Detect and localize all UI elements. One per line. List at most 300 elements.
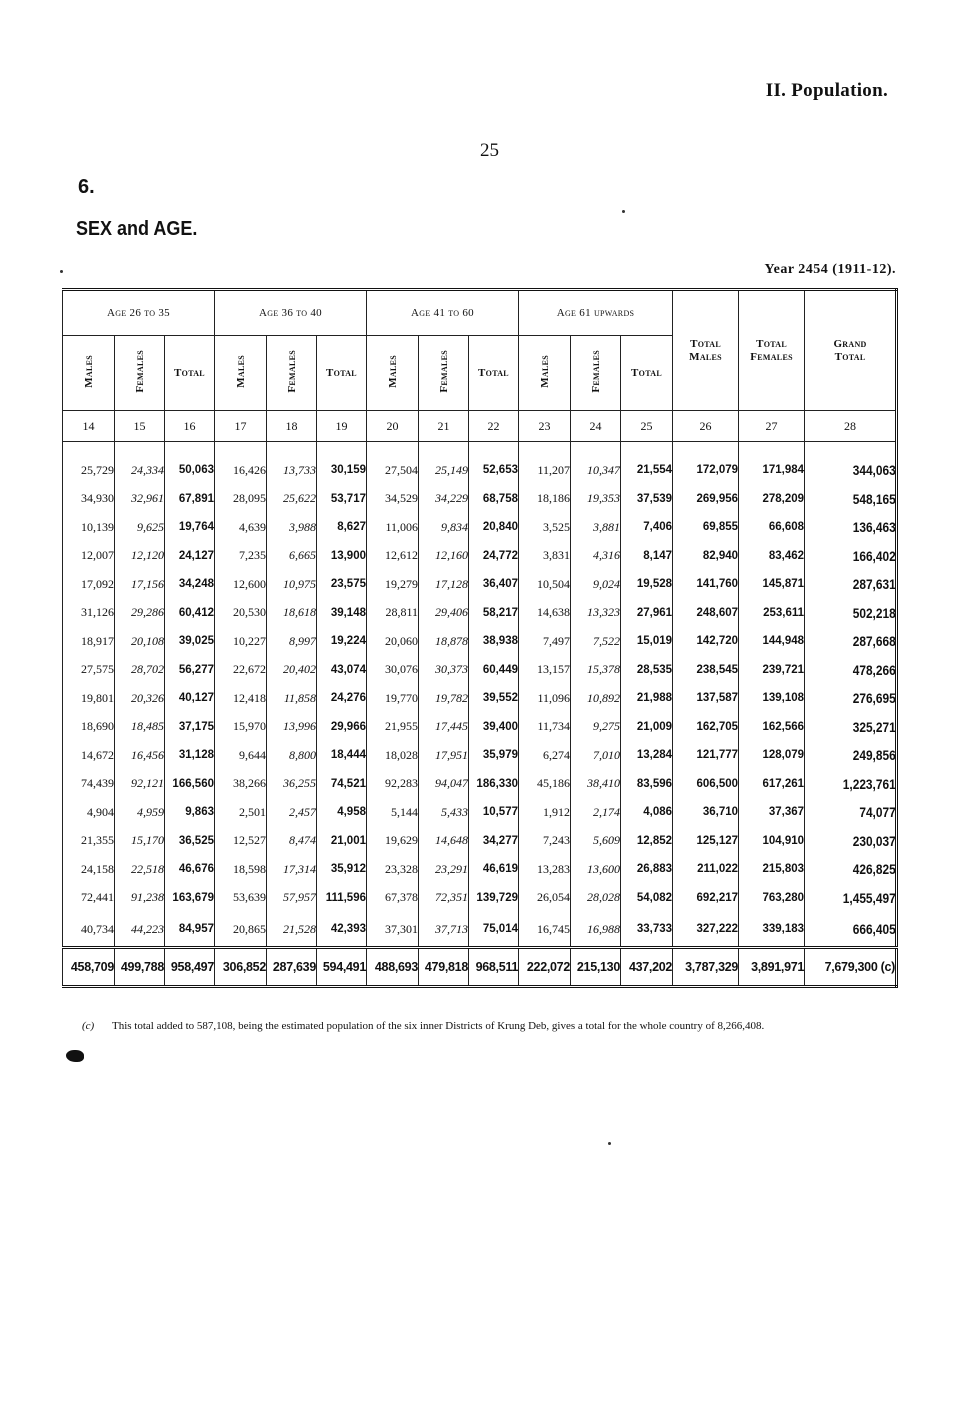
table-cell: 67,891 [165, 485, 215, 514]
table-cell: 21,988 [621, 684, 673, 713]
table-cell: 66,608 [739, 513, 805, 542]
spacer-cell [63, 442, 115, 457]
table-cell: 502,218 [818, 599, 896, 628]
table-cell: 9,644 [215, 741, 267, 770]
spacer-cell [165, 442, 215, 457]
table-row [63, 627, 897, 656]
table-cell: 4,316 [571, 542, 621, 571]
total-cell: 306,852 [215, 948, 267, 987]
group-header: Age 26 to 35 [63, 290, 215, 336]
table-cell: 18,878 [419, 627, 469, 656]
table-cell: 42,393 [317, 912, 367, 948]
table-cell: 45,186 [519, 770, 571, 799]
spacer-cell [419, 442, 469, 457]
table-row [63, 827, 897, 856]
table-row [63, 855, 897, 884]
total-cell: 222,072 [519, 948, 571, 987]
table-cell: 31,128 [165, 741, 215, 770]
table-cell: 3,881 [571, 513, 621, 542]
table-cell: 3,831 [519, 542, 571, 571]
table-cell: 15,170 [115, 827, 165, 856]
table-cell: 9,024 [571, 570, 621, 599]
footnote-mark: (c) [82, 1020, 95, 1032]
table-cell: 21,009 [621, 713, 673, 742]
table-cell: 20,840 [469, 513, 519, 542]
sex-and-age-table [62, 288, 898, 988]
table-cell: 38,938 [469, 627, 519, 656]
table-cell: 287,668 [818, 627, 896, 656]
table-cell: 2,174 [571, 798, 621, 827]
table-cell: 9,834 [419, 513, 469, 542]
table-cell: 125,127 [673, 827, 739, 856]
grand-total-label: Grand Total [833, 337, 867, 363]
table-cell: 14,638 [519, 599, 571, 628]
table-cell: 36,525 [165, 827, 215, 856]
table-cell: 8,800 [267, 741, 317, 770]
table-cell: 2,457 [267, 798, 317, 827]
table-cell: 37,175 [165, 713, 215, 742]
spacer-cell [317, 442, 367, 457]
table-cell: 18,598 [215, 855, 267, 884]
table-cell: 67,378 [367, 884, 419, 913]
table-cell: 83,596 [621, 770, 673, 799]
table-cell: 339,183 [739, 912, 805, 948]
table-cell: 57,957 [267, 884, 317, 913]
table-cell: 30,373 [419, 656, 469, 685]
table-row [63, 456, 897, 485]
total-header: Total [469, 336, 519, 411]
page-number: 25 [480, 140, 499, 161]
table-cell: 72,351 [419, 884, 469, 913]
table-cell: 25,729 [63, 456, 115, 485]
table-cell: 17,951 [419, 741, 469, 770]
table-cell: 75,014 [469, 912, 519, 948]
table-cell: 666,405 [818, 912, 896, 948]
column-number: 17 [215, 411, 267, 442]
table-cell: 4,086 [621, 798, 673, 827]
table-cell: 20,530 [215, 599, 267, 628]
total-cell: 594,491 [317, 948, 367, 987]
table-cell: 8,474 [267, 827, 317, 856]
table-cell: 28,811 [367, 599, 419, 628]
total-cell: 3,787,329 [673, 948, 739, 987]
table-cell: 39,025 [165, 627, 215, 656]
table-row [63, 513, 897, 542]
table-cell: 10,227 [215, 627, 267, 656]
table-cell: 17,445 [419, 713, 469, 742]
table-cell: 21,355 [63, 827, 115, 856]
table-cell: 19,801 [63, 684, 115, 713]
table-cell: 18,917 [63, 627, 115, 656]
table-cell: 24,158 [63, 855, 115, 884]
total-cell: 479,818 [419, 948, 469, 987]
table-cell: 128,079 [739, 741, 805, 770]
table-cell: 18,186 [519, 485, 571, 514]
table-cell: 34,930 [63, 485, 115, 514]
table-cell: 17,314 [267, 855, 317, 884]
table-cell: 11,096 [519, 684, 571, 713]
column-number-row [63, 411, 897, 442]
spacer-row [63, 442, 897, 457]
table-cell: 249,856 [818, 741, 896, 770]
table-cell: 24,334 [115, 456, 165, 485]
table-cell: 548,165 [818, 485, 896, 514]
spacer-cell [519, 442, 571, 457]
total-cell: 7,679,300 (c) [805, 948, 897, 987]
table-cell: 7,010 [571, 741, 621, 770]
total-header: Total [621, 336, 673, 411]
group-header: Age 61 upwards [519, 290, 673, 336]
table-cell: 162,705 [673, 713, 739, 742]
spacer-cell [739, 442, 805, 457]
table-cell: 14,648 [419, 827, 469, 856]
table-cell: 111,596 [317, 884, 367, 913]
table-cell: 28,535 [621, 656, 673, 685]
males-header: Males [367, 336, 419, 411]
table-cell: 11,858 [267, 684, 317, 713]
table-cell: 34,248 [165, 570, 215, 599]
table-cell: 12,418 [215, 684, 267, 713]
table-cell: 53,639 [215, 884, 267, 913]
table-cell: 13,900 [317, 542, 367, 571]
table-cell: 276,695 [818, 684, 896, 713]
table-cell: 22,518 [115, 855, 165, 884]
table-cell: 58,217 [469, 599, 519, 628]
table-cell: 10,975 [267, 570, 317, 599]
table-title: SEX and AGE. [76, 218, 198, 240]
table-cell: 37,367 [739, 798, 805, 827]
table-cell: 30,159 [317, 456, 367, 485]
column-number: 16 [165, 411, 215, 442]
table-cell: 10,347 [571, 456, 621, 485]
table-cell: 19,353 [571, 485, 621, 514]
group-header-row [63, 290, 897, 336]
group-header: Age 36 to 40 [215, 290, 367, 336]
table-cell: 23,575 [317, 570, 367, 599]
grand-total-header [805, 290, 897, 411]
table-cell: 17,128 [419, 570, 469, 599]
table-cell: 4,639 [215, 513, 267, 542]
table-cell: 37,301 [367, 912, 419, 948]
table-cell: 426,825 [818, 855, 896, 884]
table-cell: 52,653 [469, 456, 519, 485]
table-cell: 162,566 [739, 713, 805, 742]
table-cell: 11,006 [367, 513, 419, 542]
table-cell: 83,462 [739, 542, 805, 571]
table-cell: 12,527 [215, 827, 267, 856]
table-cell: 253,611 [739, 599, 805, 628]
total-cell: 968,511 [469, 948, 519, 987]
total-row [63, 948, 897, 987]
spacer-cell [673, 442, 739, 457]
table-cell: 40,127 [165, 684, 215, 713]
table-cell: 239,721 [739, 656, 805, 685]
table-cell: 15,378 [571, 656, 621, 685]
females-header: Females [419, 336, 469, 411]
table-cell: 94,047 [419, 770, 469, 799]
column-number: 23 [519, 411, 571, 442]
table-cell: 10,504 [519, 570, 571, 599]
table-cell: 10,577 [469, 798, 519, 827]
table-cell: 37,713 [419, 912, 469, 948]
table-cell: 44,223 [115, 912, 165, 948]
table-cell: 9,275 [571, 713, 621, 742]
spacer-cell [267, 442, 317, 457]
table-cell: 12,120 [115, 542, 165, 571]
table-row [63, 485, 897, 514]
total-cell: 958,497 [165, 948, 215, 987]
total-cell: 437,202 [621, 948, 673, 987]
table-cell: 3,988 [267, 513, 317, 542]
table-cell: 11,207 [519, 456, 571, 485]
table-row [63, 741, 897, 770]
table-cell: 21,001 [317, 827, 367, 856]
table-cell: 12,160 [419, 542, 469, 571]
table-cell: 20,326 [115, 684, 165, 713]
column-number: 15 [115, 411, 165, 442]
table-cell: 186,330 [469, 770, 519, 799]
table-cell: 137,587 [673, 684, 739, 713]
table-cell: 12,600 [215, 570, 267, 599]
table-cell: 91,238 [115, 884, 165, 913]
table-cell: 24,127 [165, 542, 215, 571]
table-cell: 72,441 [63, 884, 115, 913]
table-row [63, 599, 897, 628]
table-cell: 171,984 [739, 456, 805, 485]
table-cell: 13,733 [267, 456, 317, 485]
table-cell: 327,222 [673, 912, 739, 948]
table-row [63, 656, 897, 685]
speck [608, 1142, 611, 1145]
table-cell: 92,283 [367, 770, 419, 799]
table-cell: 144,948 [739, 627, 805, 656]
total-females-label: Total Females [750, 337, 793, 363]
total-males-header [673, 290, 739, 411]
table-cell: 21,528 [267, 912, 317, 948]
table-cell: 7,406 [621, 513, 673, 542]
printer-mark-icon [66, 1050, 84, 1062]
column-number: 18 [267, 411, 317, 442]
table-cell: 28,028 [571, 884, 621, 913]
table-cell: 37,539 [621, 485, 673, 514]
table-cell: 23,291 [419, 855, 469, 884]
table-cell: 248,607 [673, 599, 739, 628]
table-cell: 136,463 [818, 513, 896, 542]
column-number: 19 [317, 411, 367, 442]
table-cell: 36,407 [469, 570, 519, 599]
table-cell: 20,402 [267, 656, 317, 685]
table-cell: 36,255 [267, 770, 317, 799]
column-number: 20 [367, 411, 419, 442]
spacer-cell [621, 442, 673, 457]
table-cell: 1,912 [519, 798, 571, 827]
total-cell: 215,130 [571, 948, 621, 987]
table-cell: 5,144 [367, 798, 419, 827]
males-header: Males [519, 336, 571, 411]
table-cell: 763,280 [739, 884, 805, 913]
table-cell: 15,970 [215, 713, 267, 742]
table-cell: 19,782 [419, 684, 469, 713]
table-cell: 9,625 [115, 513, 165, 542]
column-number: 26 [673, 411, 739, 442]
table-cell: 33,733 [621, 912, 673, 948]
males-header: Males [63, 336, 115, 411]
table-cell: 7,235 [215, 542, 267, 571]
table-cell: 3,525 [519, 513, 571, 542]
total-header: Total [317, 336, 367, 411]
table-cell: 69,855 [673, 513, 739, 542]
table-cell: 8,147 [621, 542, 673, 571]
table-row [63, 884, 897, 913]
total-header: Total [165, 336, 215, 411]
table-cell: 38,266 [215, 770, 267, 799]
table-row [63, 570, 897, 599]
table-cell: 20,060 [367, 627, 419, 656]
table-cell: 8,997 [267, 627, 317, 656]
table-cell: 5,609 [571, 827, 621, 856]
table-cell: 19,764 [165, 513, 215, 542]
table-cell: 344,063 [818, 456, 896, 485]
table-cell: 28,095 [215, 485, 267, 514]
table-row [63, 798, 897, 827]
table-cell: 139,108 [739, 684, 805, 713]
table-cell: 16,745 [519, 912, 571, 948]
table-cell: 46,676 [165, 855, 215, 884]
table-cell: 30,076 [367, 656, 419, 685]
table-cell: 13,996 [267, 713, 317, 742]
females-header: Females [571, 336, 621, 411]
table-cell: 142,720 [673, 627, 739, 656]
table-cell: 29,406 [419, 599, 469, 628]
spacer-cell [469, 442, 519, 457]
table-cell: 18,485 [115, 713, 165, 742]
table-cell: 40,734 [63, 912, 115, 948]
table-cell: 141,760 [673, 570, 739, 599]
table-cell: 163,679 [165, 884, 215, 913]
table-cell: 53,717 [317, 485, 367, 514]
table-cell: 172,079 [673, 456, 739, 485]
table-cell: 5,433 [419, 798, 469, 827]
table-cell: 4,958 [317, 798, 367, 827]
table-cell: 11,734 [519, 713, 571, 742]
table-cell: 74,077 [818, 798, 896, 827]
table-cell: 35,912 [317, 855, 367, 884]
table-cell: 166,402 [818, 542, 896, 571]
table-cell: 25,622 [267, 485, 317, 514]
table-cell: 50,063 [165, 456, 215, 485]
table-cell: 21,955 [367, 713, 419, 742]
females-header: Females [267, 336, 317, 411]
table-cell: 12,852 [621, 827, 673, 856]
males-header: Males [215, 336, 267, 411]
table-cell: 19,528 [621, 570, 673, 599]
table-cell: 34,229 [419, 485, 469, 514]
speck [622, 210, 625, 213]
spacer-cell [367, 442, 419, 457]
table-cell: 20,108 [115, 627, 165, 656]
table-cell: 14,672 [63, 741, 115, 770]
table-cell: 84,957 [165, 912, 215, 948]
table-cell: 325,271 [818, 713, 896, 742]
table-cell: 13,283 [519, 855, 571, 884]
table-cell: 13,600 [571, 855, 621, 884]
table-cell: 13,157 [519, 656, 571, 685]
table-cell: 19,224 [317, 627, 367, 656]
table-cell: 13,284 [621, 741, 673, 770]
table-cell: 82,940 [673, 542, 739, 571]
total-females-header [739, 290, 805, 411]
spacer-cell [805, 442, 897, 457]
table-cell: 24,276 [317, 684, 367, 713]
table-cell: 238,545 [673, 656, 739, 685]
table-cell: 16,988 [571, 912, 621, 948]
table-cell: 2,501 [215, 798, 267, 827]
table-cell: 43,074 [317, 656, 367, 685]
table-number: 6. [78, 176, 95, 198]
table-cell: 692,217 [673, 884, 739, 913]
footnote-text: This total added to 587,108, being the estimated population of the six inner Districts of Krung Deb, gives a total for the whole country of 8,266,408. [112, 1020, 765, 1032]
table-cell: 211,022 [673, 855, 739, 884]
table-body [63, 456, 897, 948]
table-cell: 74,521 [317, 770, 367, 799]
table-cell: 139,729 [469, 884, 519, 913]
table-cell: 31,126 [63, 599, 115, 628]
table-cell: 230,037 [818, 827, 896, 856]
table-cell: 269,956 [673, 485, 739, 514]
group-header: Age 41 to 60 [367, 290, 519, 336]
table-cell: 19,770 [367, 684, 419, 713]
table-cell: 60,412 [165, 599, 215, 628]
table-row [63, 912, 897, 948]
table-cell: 92,121 [115, 770, 165, 799]
table-cell: 54,082 [621, 884, 673, 913]
table-cell: 26,054 [519, 884, 571, 913]
table-cell: 26,883 [621, 855, 673, 884]
table-cell: 46,619 [469, 855, 519, 884]
table-cell: 1,455,497 [818, 884, 896, 913]
column-number: 28 [805, 411, 897, 442]
table-cell: 278,209 [739, 485, 805, 514]
table-cell: 13,323 [571, 599, 621, 628]
table-row [63, 770, 897, 799]
speck [60, 270, 63, 273]
table-cell: 7,522 [571, 627, 621, 656]
table-cell: 23,328 [367, 855, 419, 884]
table-cell: 21,554 [621, 456, 673, 485]
females-header: Females [115, 336, 165, 411]
table-row [63, 542, 897, 571]
table-cell: 10,139 [63, 513, 115, 542]
table-cell: 166,560 [165, 770, 215, 799]
column-number: 27 [739, 411, 805, 442]
table-row [63, 713, 897, 742]
table-cell: 25,149 [419, 456, 469, 485]
table-cell: 32,961 [115, 485, 165, 514]
total-cell: 287,639 [267, 948, 317, 987]
table-cell: 18,028 [367, 741, 419, 770]
table-cell: 38,410 [571, 770, 621, 799]
table-row [63, 684, 897, 713]
table-cell: 39,400 [469, 713, 519, 742]
table-cell: 7,497 [519, 627, 571, 656]
table-cell: 20,865 [215, 912, 267, 948]
table-cell: 56,277 [165, 656, 215, 685]
table-cell: 104,910 [739, 827, 805, 856]
spacer-cell [571, 442, 621, 457]
table-cell: 121,777 [673, 741, 739, 770]
table-cell: 18,444 [317, 741, 367, 770]
table-cell: 35,979 [469, 741, 519, 770]
